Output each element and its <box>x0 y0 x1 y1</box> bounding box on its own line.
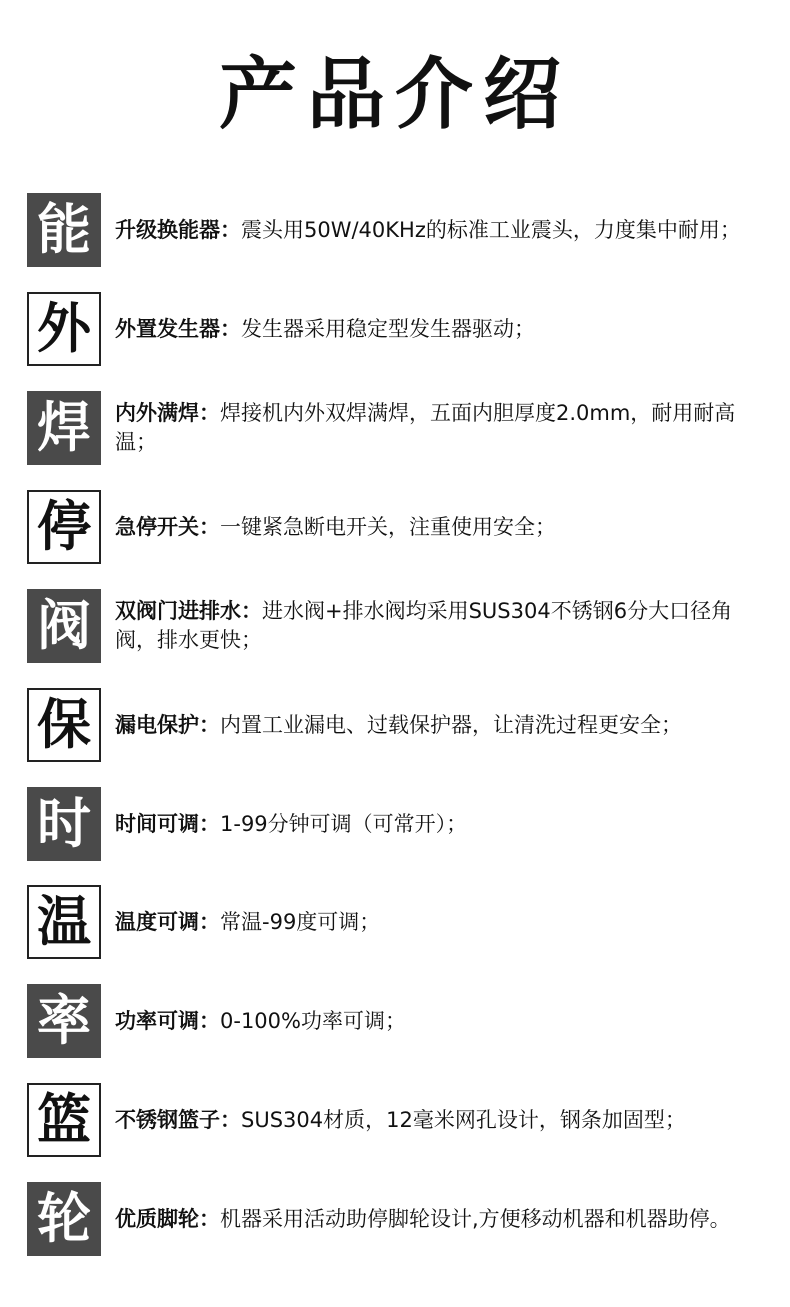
feature-text: 1-99分钟可调（可常开）； <box>220 811 468 836</box>
feature-badge: 保 <box>27 688 101 762</box>
page-title: 产品介绍 <box>218 50 571 140</box>
feature-badge: 阀 <box>27 589 101 663</box>
feature-label: 优质脚轮： <box>115 1206 220 1231</box>
feature-text: 常温-99度可调； <box>220 909 381 934</box>
feature-badge: 率 <box>27 984 101 1058</box>
feature-badge: 时 <box>27 787 101 861</box>
feature-label: 功率可调： <box>115 1008 220 1033</box>
feature-description <box>115 399 772 457</box>
feature-description <box>115 513 772 542</box>
feature-description <box>115 1205 772 1234</box>
feature-label: 漏电保护： <box>115 712 220 737</box>
feature-text: 一键紧急断电开关，注重使用安全； <box>220 514 556 539</box>
feature-text: SUS304材质，12毫米网孔设计，钢条加固型； <box>241 1107 686 1132</box>
feature-description <box>115 810 772 839</box>
feature-description <box>115 1007 772 1036</box>
feature-row-emergency-stop <box>27 488 772 566</box>
feature-badge: 焊 <box>27 391 101 465</box>
feature-label: 不锈钢篮子： <box>115 1107 241 1132</box>
feature-row-valves <box>27 587 772 665</box>
feature-description <box>115 908 772 937</box>
feature-row-casters <box>27 1180 772 1258</box>
feature-description <box>115 597 772 655</box>
feature-row-leakage-protection <box>27 686 772 764</box>
feature-text: 机器采用活动助停脚轮设计,方便移动机器和机器助停。 <box>220 1206 731 1231</box>
feature-row-temperature <box>27 883 772 961</box>
feature-description <box>115 315 772 344</box>
feature-label: 外置发生器： <box>115 316 241 341</box>
feature-badge: 篮 <box>27 1083 101 1157</box>
feature-badge: 停 <box>27 490 101 564</box>
feature-text: 震头用50W/40KHz的标准工业震头，力度集中耐用； <box>241 217 741 242</box>
feature-row-time <box>27 785 772 863</box>
feature-badge: 外 <box>27 292 101 366</box>
feature-row-generator <box>27 290 772 368</box>
feature-label: 时间可调： <box>115 811 220 836</box>
feature-badge: 轮 <box>27 1182 101 1256</box>
feature-text: 0-100%功率可调； <box>220 1008 406 1033</box>
feature-label: 内外满焊： <box>115 401 220 425</box>
feature-label: 急停开关： <box>115 514 220 539</box>
feature-description <box>115 216 772 245</box>
feature-label: 升级换能器： <box>115 217 241 242</box>
feature-label: 双阀门进排水： <box>115 599 262 623</box>
feature-row-power <box>27 982 772 1060</box>
feature-row-welding <box>27 389 772 467</box>
feature-description <box>115 711 772 740</box>
feature-label: 温度可调： <box>115 909 220 934</box>
feature-text: 内置工业漏电、过载保护器，让清洗过程更安全； <box>220 712 682 737</box>
feature-description <box>115 1106 772 1135</box>
feature-text: 发生器采用稳定型发生器驱动； <box>241 316 535 341</box>
feature-text: 进水阀+排水阀均采用SUS304不锈钢6分大口径角阀，排水更快； <box>115 599 733 652</box>
feature-row-transducer <box>27 191 772 269</box>
feature-badge: 温 <box>27 885 101 959</box>
feature-badge: 能 <box>27 193 101 267</box>
feature-row-basket <box>27 1081 772 1159</box>
feature-text: 焊接机内外双焊满焊，五面内胆厚度2.0mm，耐用耐高温； <box>115 401 736 454</box>
